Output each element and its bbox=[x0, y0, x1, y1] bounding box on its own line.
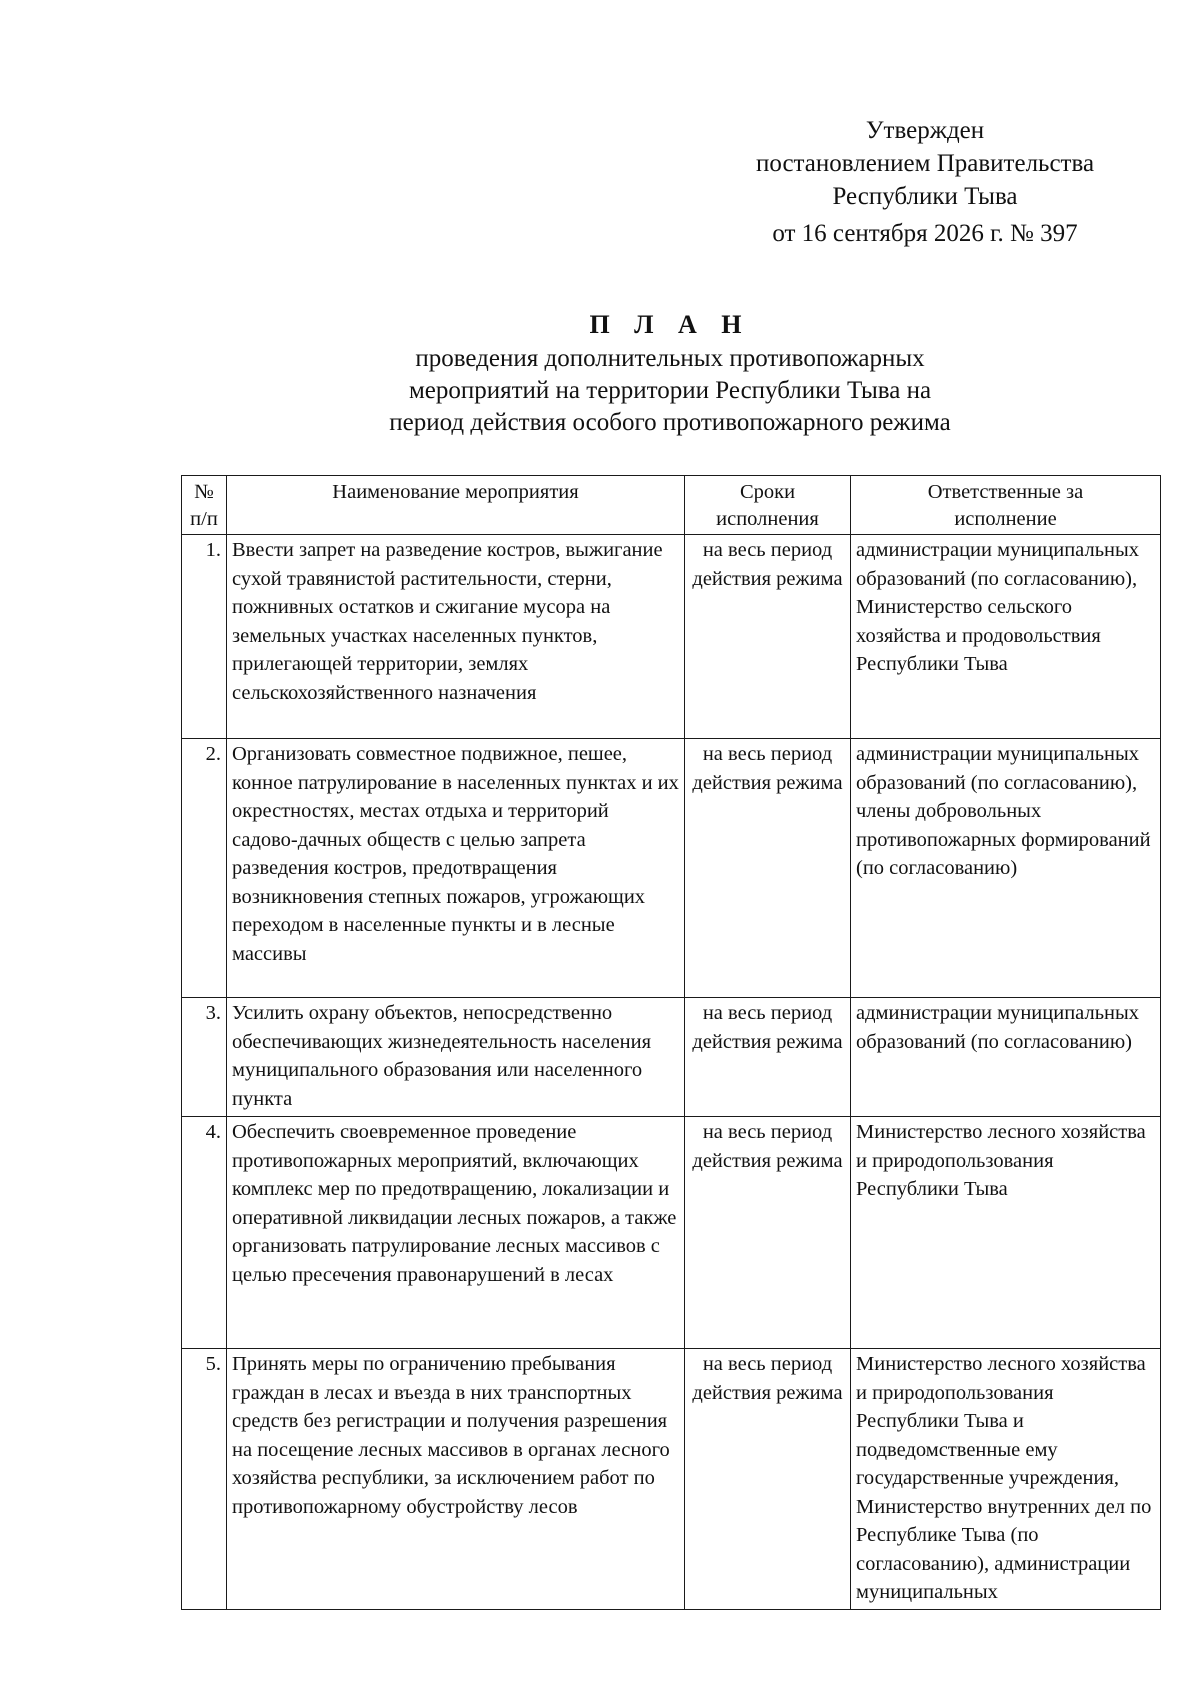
title-line-2: мероприятий на территории Республики Тыва на bbox=[408, 377, 932, 404]
approval-line-resolution: постановлением Правительства bbox=[755, 150, 1095, 177]
measure-responsible: администрации муниципальных образований (по согласованию), члены добровольных противопожарных формирований (по согласованию) bbox=[851, 739, 1161, 998]
table-row bbox=[182, 1117, 1161, 1349]
measure-name: Организовать совместное подвижное, пешее, конное патрулирование в населенных пунктах и их окрестностях, местах отдыха и территорий садово-дачных обществ с целью запрета разведения костров, предотвращения возникновения степных пожаров, угрожающих переходом в населенные пункты и в лесные массивы bbox=[227, 739, 685, 998]
approval-date-number: от 16 сентября 2026 г. № 397 bbox=[772, 220, 1078, 247]
measure-deadline: на весь период действия режима bbox=[685, 739, 851, 998]
header-responsible-line1: Ответственные за bbox=[927, 481, 1084, 503]
header-deadlines-line1: Сроки bbox=[739, 481, 796, 503]
table-row bbox=[182, 535, 1161, 739]
measure-responsible: Министерство лесного хозяйства и природопользования Республики Тыва bbox=[851, 1117, 1161, 1349]
header-deadlines bbox=[685, 476, 851, 535]
row-number: 4. bbox=[182, 1117, 227, 1349]
approval-line-approved: Утвержден bbox=[865, 117, 985, 144]
measure-name: Усилить охрану объектов, непосредственно обеспечивающих жизнедеятельность населения муниципального образования или населенного пункта bbox=[227, 998, 685, 1117]
measure-responsible: Министерство лесного хозяйства и природопользования Республики Тыва и подведомственные ему государственные учреждения, Министерство внутренних дел по Республике Тыва (по согласованию), администрации муниципальных bbox=[851, 1349, 1161, 1610]
header-number-symbol: № bbox=[194, 481, 214, 503]
measures-table bbox=[181, 475, 1161, 1610]
table-row bbox=[182, 739, 1161, 998]
measure-deadline: на весь период действия режима bbox=[685, 535, 851, 739]
header-deadlines-line2: исполнения bbox=[716, 508, 819, 530]
header-number-abbr: п/п bbox=[190, 508, 218, 530]
measure-deadline: на весь период действия режима bbox=[685, 1349, 851, 1610]
measure-deadline: на весь период действия режима bbox=[685, 1117, 851, 1349]
measure-responsible: администрации муниципальных образований (по согласованию), Министерство сельского хозяйства и продовольствия Республики Тыва bbox=[851, 535, 1161, 739]
title-plan-word: П Л А Н bbox=[589, 310, 751, 339]
table-row bbox=[182, 998, 1161, 1117]
measure-name: Ввести запрет на разведение костров, выжигание сухой травянистой растительности, стерни, пожнивных остатков и сжигание мусора на земельных участках населенных пунктов, прилегающей территории, землях сельскохозяйственного назначения bbox=[227, 535, 685, 739]
table-header-row bbox=[182, 476, 1161, 535]
approval-stamp bbox=[700, 114, 1150, 250]
row-number: 5. bbox=[182, 1349, 227, 1610]
header-measure-name: Наименование мероприятия bbox=[227, 476, 685, 535]
row-number: 1. bbox=[182, 535, 227, 739]
table-row bbox=[182, 1349, 1161, 1610]
title-line-1: проведения дополнительных противопожарных bbox=[415, 345, 925, 372]
header-number bbox=[182, 476, 227, 535]
row-number: 3. bbox=[182, 998, 227, 1117]
title-line-3: период действия особого противопожарного режима bbox=[389, 409, 951, 436]
measure-name: Принять меры по ограничению пребывания граждан в лесах и въезда в них транспортных средств без регистрации и получения разрешения на посещение лесных массивов в органах лесного хозяйства республики, за исключением работ по противопожарному обустройству лесов bbox=[227, 1349, 685, 1610]
measure-responsible: администрации муниципальных образований (по согласованию) bbox=[851, 998, 1161, 1117]
row-number: 2. bbox=[182, 739, 227, 998]
header-responsible-line2: исполнение bbox=[954, 508, 1057, 530]
document-title bbox=[0, 307, 1200, 439]
measure-deadline: на весь период действия режима bbox=[685, 998, 851, 1117]
header-responsible bbox=[851, 476, 1161, 535]
measure-name: Обеспечить своевременное проведение противопожарных мероприятий, включающих комплекс мер по предотвращению, локализации и оперативной ликвидации лесных пожаров, а также организовать патрулирование лесных массивов с целью пресечения правонарушений в лесах bbox=[227, 1117, 685, 1349]
approval-line-republic: Республики Тыва bbox=[832, 183, 1018, 210]
